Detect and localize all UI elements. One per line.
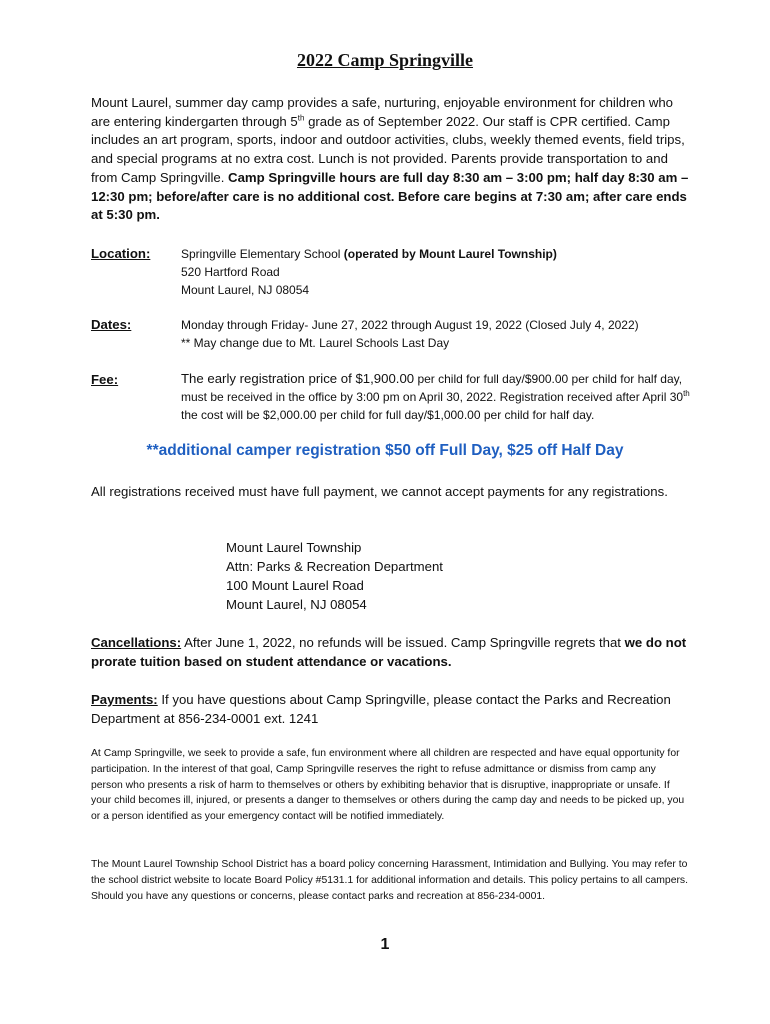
page-number: 1 — [380, 936, 390, 953]
intro-text-part2: grade as of September 2022. Our staff is CPR certified. Camp includes an art program, sports, indoor and outdoor activities, clubs, weekly themed events, field trips, and special programs at no extra cost. Lunch is not provided. Parents provide transportation to and from Camp Springville. — [91, 113, 685, 185]
fee-early-price: The early registration price of $1,900.00 — [181, 371, 415, 386]
bullying-policy-paragraph: The Mount Laurel Township School District has a board policy concerning Harassment, Intimidation and Bullying. You may refer to the school district website to locate Board Policy #5131.1 for additional information and details. This policy pertains to all campers. Should you have any questions or concerns, please contact parks and recreation at 856-234-0001. — [91, 859, 689, 902]
additional-camper-discount: **additional camper registration $50 off Full Day, $25 off Half Day — [146, 442, 624, 459]
cancellations-paragraph — [91, 633, 691, 671]
dates-section — [181, 316, 693, 352]
dates-label: Dates: — [91, 317, 132, 332]
document-title: 2022 Camp Springville — [296, 50, 474, 70]
location-school: Springville Elementary School — [181, 247, 344, 261]
address-line-4: Mount Laurel, NJ 08054 — [226, 597, 367, 612]
payment-note: All registrations received must have full payment, we cannot accept payments for any registrations. — [91, 484, 668, 499]
safety-policy-paragraph: At Camp Springville, we seek to provide a safe, fun environment where all children are respected and have equal opportunity for participation. In the interest of that goal, Camp Springville reserves the right to refuse admittance or dismiss from camp any person who presents a risk of harm to themselves or others by exhibiting behavior that is disruptive, inappropriate or unsafe. If your child becomes ill, injured, or presents a danger to themselves or others during the camp day and needs to be picked up, you or a person identified as your emergency contact will be notified immediately. — [91, 748, 685, 823]
payments-label: Payments: — [91, 692, 158, 707]
intro-superscript: th — [297, 113, 305, 123]
address-line-1: Mount Laurel Township — [226, 540, 362, 555]
fee-text-part2: the cost will be $2,000.00 per child for full day/$1,000.00 per child for half day. — [181, 408, 595, 422]
fee-text-part1: per child for full day/$900.00 per child for half day, must be received in the office by 3:00 pm on April 30, 2022. Registration received after April 30 — [181, 372, 684, 404]
payments-text: If you have questions about Camp Springville, please contact the Parks and Recreation Department at 856-234-0001 ext. 1241 — [91, 692, 671, 726]
fee-section — [181, 370, 693, 424]
location-street: 520 Hartford Road — [181, 265, 280, 279]
location-school-line — [181, 245, 693, 263]
mailing-address — [226, 538, 443, 614]
intro-text-part1: Mount Laurel, summer day camp provides a safe, nurturing, enjoyable environment for children who are entering kindergarten through 5 — [91, 95, 674, 129]
dates-note: ** May change due to Mt. Laurel Schools Last Day — [181, 336, 450, 350]
cancellations-text: After June 1, 2022, no refunds will be issued. Camp Springville regrets that — [181, 635, 625, 650]
dates-range: Monday through Friday- June 27, 2022 through August 19, 2022 (Closed July 4, 2022) — [181, 318, 639, 332]
location-city: Mount Laurel, NJ 08054 — [181, 283, 310, 297]
location-label: Location: — [91, 246, 151, 261]
fee-superscript: th — [683, 389, 690, 398]
location-section — [181, 245, 693, 299]
location-operator: (operated by Mount Laurel Township) — [343, 247, 557, 261]
cancellations-bold-text: we do not prorate tuition based on student attendance or vacations. — [91, 635, 687, 669]
address-line-2: Attn: Parks & Recreation Department — [226, 559, 443, 574]
cancellations-label: Cancellations: — [91, 635, 182, 650]
camp-hours: Camp Springville hours are full day 8:30 am – 3:00 pm; half day 8:30 am – 12:30 pm; before/after care is no additional cost. Before care begins at 7:30 am; after care ends at 5:30 pm. — [91, 169, 689, 223]
intro-paragraph — [91, 94, 691, 225]
fee-label: Fee: — [91, 372, 119, 387]
address-line-3: 100 Mount Laurel Road — [226, 578, 364, 593]
payments-paragraph — [91, 690, 691, 728]
